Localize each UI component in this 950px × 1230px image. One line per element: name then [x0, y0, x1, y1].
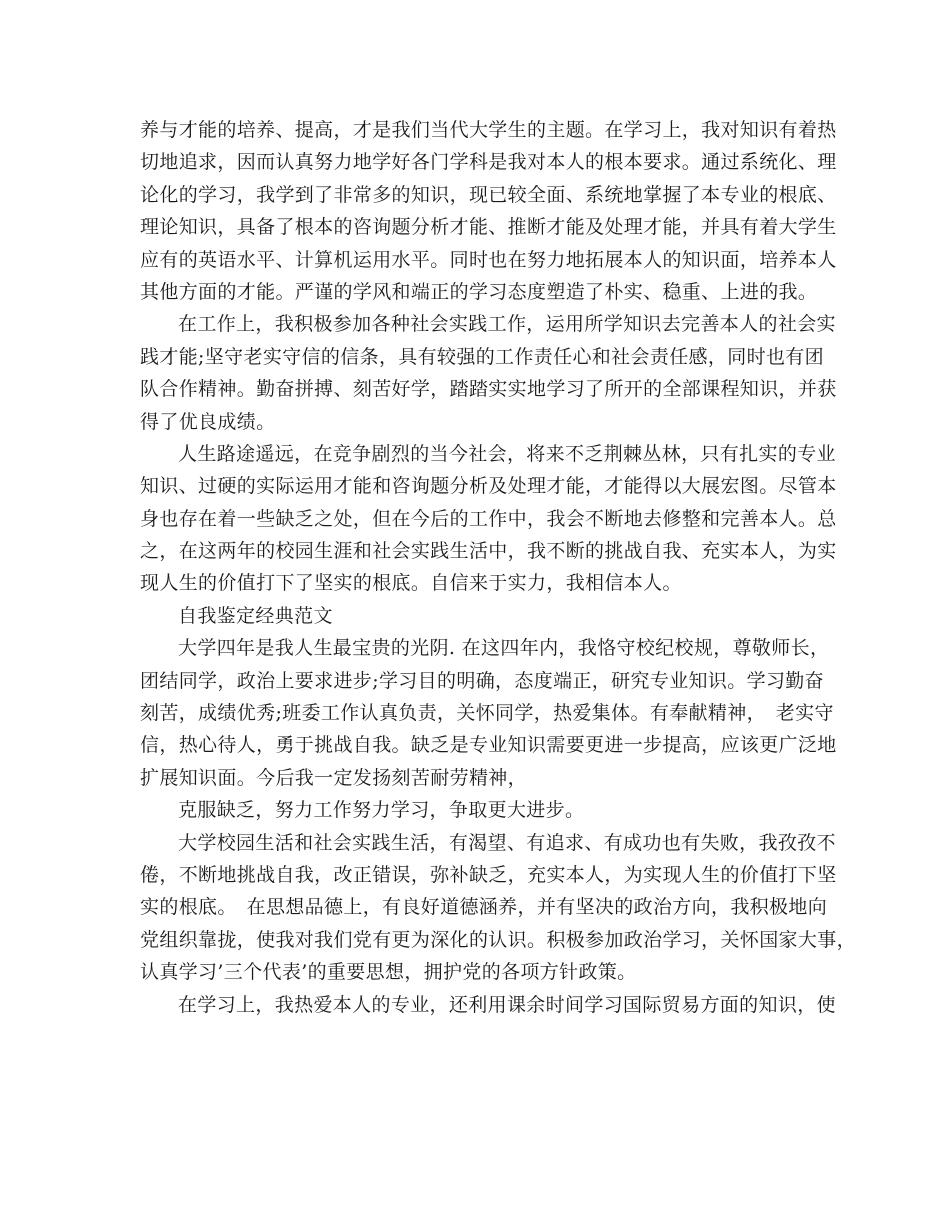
text-line: 之，在这两年的校园生涯和社会实践生活中，我不断的挑战自我、充实本人，为实	[140, 540, 837, 563]
text-line: 身也存在着一些缺乏之处，但在今后的工作中，我会不断地去修整和完善本人。总	[140, 507, 837, 530]
text-line: 在工作上，我积极参加各种社会实践工作，运用所学知识去完善本人的社会实	[178, 313, 836, 336]
text-line: 得了优良成绩。	[140, 410, 276, 433]
document-body	[140, 114, 856, 1021]
text-line: 在学习上，我热爱本人的专业，还利用课余时间学习国际贸易方面的知识，使	[178, 993, 836, 1016]
text-line: 大学校园生活和社会实践生活，有渴望、有追求、有成功也有失败，我孜孜不	[178, 831, 836, 854]
text-line: 现人生的价值打下了坚实的根底。自信来于实力，我相信本人。	[140, 572, 682, 595]
text-line: 队合作精神。勤奋拼搏、刻苦好学，踏踏实实地学习了所开的全部课程知识，并获	[140, 378, 837, 401]
text-line: 倦，不断地挑战自我，改正错误，弥补缺乏，充实本人，为实现人生的价值打下坚	[140, 863, 837, 886]
text-line: 理论知识，具备了根本的咨询题分析才能、推断才能及处理才能，并具有着大学生	[140, 216, 837, 239]
text-line: 信，热心待人，勇于挑战自我。缺乏是专业知识需要更进一步提高，应该更广泛地	[140, 734, 837, 757]
text-line: 论化的学习，我学到了非常多的知识，现已较全面、系统地掌握了本专业的根底、	[140, 183, 837, 206]
text-line: 大学四年是我人生最宝贵的光阴. 在这四年内，我恪守校纪校规，尊敬师长，	[178, 637, 830, 660]
text-line: 刻苦，成绩优秀;班委工作认真负责，关怀同学，热爱集体。有奉献精神， 老实守	[140, 702, 834, 725]
text-line: 应有的英语水平、计算机运用水平。同时也在努力地拓展本人的知识面，培养本人	[140, 248, 837, 271]
text-line: 知识、过硬的实际运用才能和咨询题分析及处理才能，才能得以大展宏图。尽管本	[140, 475, 837, 498]
text-line: 认真学习’三个代表’的重要思想，拥护党的各项方针政策。	[140, 961, 637, 984]
text-line: 扩展知识面。今后我一定发扬刻苦耐劳精神，	[140, 766, 528, 789]
text-line: 团结同学，政治上要求进步;学习目的明确，态度端正，研究专业知识。学习勤奋	[140, 669, 825, 692]
text-line: 践才能;坚守老实守信的信条，具有较强的工作责任心和社会责任感，同时也有团	[140, 345, 825, 368]
text-line: 其他方面的才能。严谨的学风和端正的学习态度塑造了朴实、稳重、上进的我。	[140, 280, 818, 303]
text-line: 党组织靠拢，使我对我们党有更为深化的认识。积极参加政治学习，关怀国家大事，	[140, 928, 856, 951]
text-line: 人生路途遥远，在竞争剧烈的当今社会，将来不乏荆棘丛林，只有扎实的专业	[178, 442, 836, 465]
text-line: 切地追求，因而认真努力地学好各门学科是我对本人的根本要求。通过系统化、理	[140, 151, 837, 174]
text-line: 实的根底。 在思想品德上，有良好道德涵养，并有坚决的政治方向，我积极地向	[140, 896, 828, 919]
text-line: 克服缺乏，努力工作努力学习，争取更大进步。	[178, 799, 585, 822]
section-heading: 自我鉴定经典范文	[178, 604, 333, 627]
text-line: 养与才能的培养、提高，才是我们当代大学生的主题。在学习上，我对知识有着热	[140, 119, 837, 141]
